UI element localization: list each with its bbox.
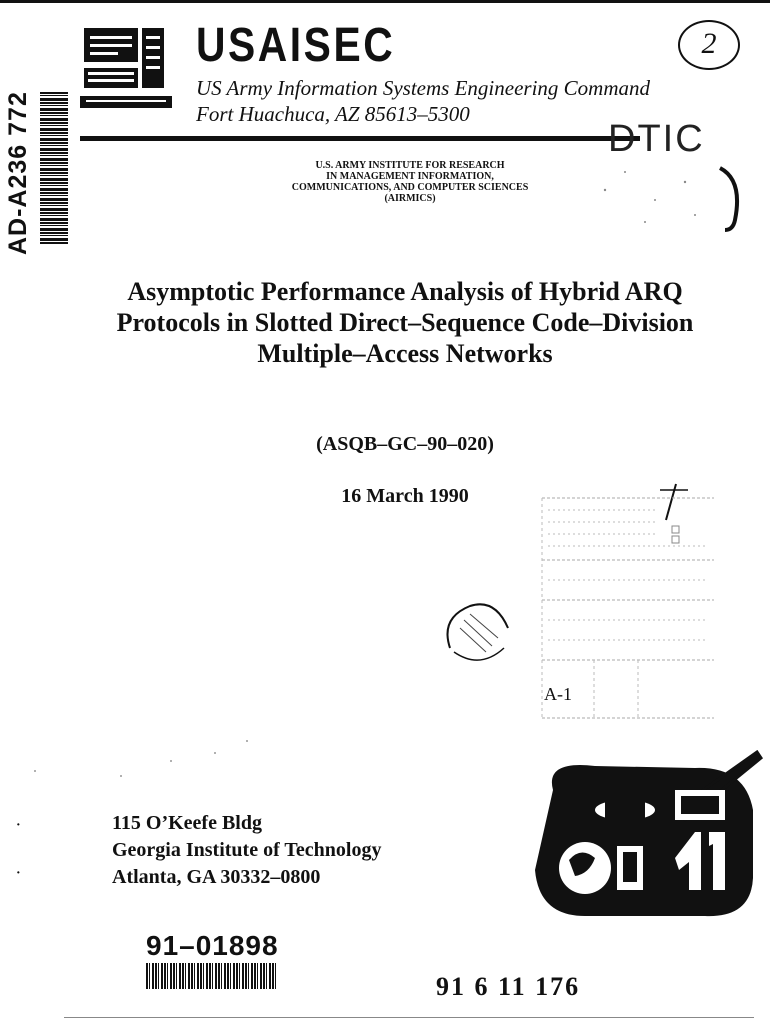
ad-number: AD-A236 772 <box>4 91 32 255</box>
title-line: Multiple–Access Networks <box>257 339 553 368</box>
accession-handwriting: A-1 <box>544 684 572 704</box>
emblem-logo-icon <box>525 750 765 922</box>
institute-line: COMMUNICATIONS, AND COMPUTER SCIENCES <box>291 182 529 193</box>
address-line: Atlanta, GA 30332–0800 <box>112 866 321 888</box>
title-line: Protocols in Slotted Direct–Sequence Code–Division <box>116 308 694 337</box>
margin-dot: · <box>16 818 21 833</box>
top-border <box>0 0 770 3</box>
report-title <box>30 276 770 369</box>
org-name: USAISEC <box>196 19 396 72</box>
speckle <box>246 740 248 742</box>
command-name: US Army Information Systems Engineering Command <box>196 76 650 100</box>
command-location: Fort Huachuca, AZ 85613–5300 <box>196 102 470 126</box>
title-line: Asymptotic Performance Analysis of Hybrid ARQ <box>127 277 683 306</box>
institute-line: U.S. ARMY INSTITUTE FOR RESEARCH <box>315 160 505 171</box>
speckle <box>34 770 36 772</box>
ad-barcode <box>40 92 68 244</box>
report-date: 16 March 1990 <box>341 485 469 507</box>
bottom-stamp-number: 91 6 11 176 <box>436 972 581 1001</box>
institute-block <box>230 160 590 204</box>
address-block <box>112 810 381 891</box>
speckle <box>120 775 122 777</box>
dtic-stamp: DTIC <box>608 118 705 160</box>
terminal-logo-icon <box>80 22 172 114</box>
institute-line: (AIRMICS) <box>384 193 436 204</box>
address-line: 115 O’Keefe Bldg <box>112 812 262 834</box>
inspected-stamp-icon <box>440 598 515 668</box>
circled-page-number: 2 <box>678 20 740 70</box>
report-code: (ASQB–GC–90–020) <box>316 433 494 455</box>
dtic-stamp-frame <box>585 160 745 232</box>
document-number: 91–01898 <box>146 930 279 961</box>
speckle <box>170 760 172 762</box>
institute-line: IN MANAGEMENT INFORMATION, <box>326 171 494 182</box>
address-line: Georgia Institute of Technology <box>112 839 382 861</box>
header-rule <box>80 136 640 141</box>
margin-dot: · <box>16 866 21 881</box>
speckle <box>214 752 216 754</box>
document-barcode <box>146 963 278 989</box>
bottom-rule <box>64 1017 754 1018</box>
